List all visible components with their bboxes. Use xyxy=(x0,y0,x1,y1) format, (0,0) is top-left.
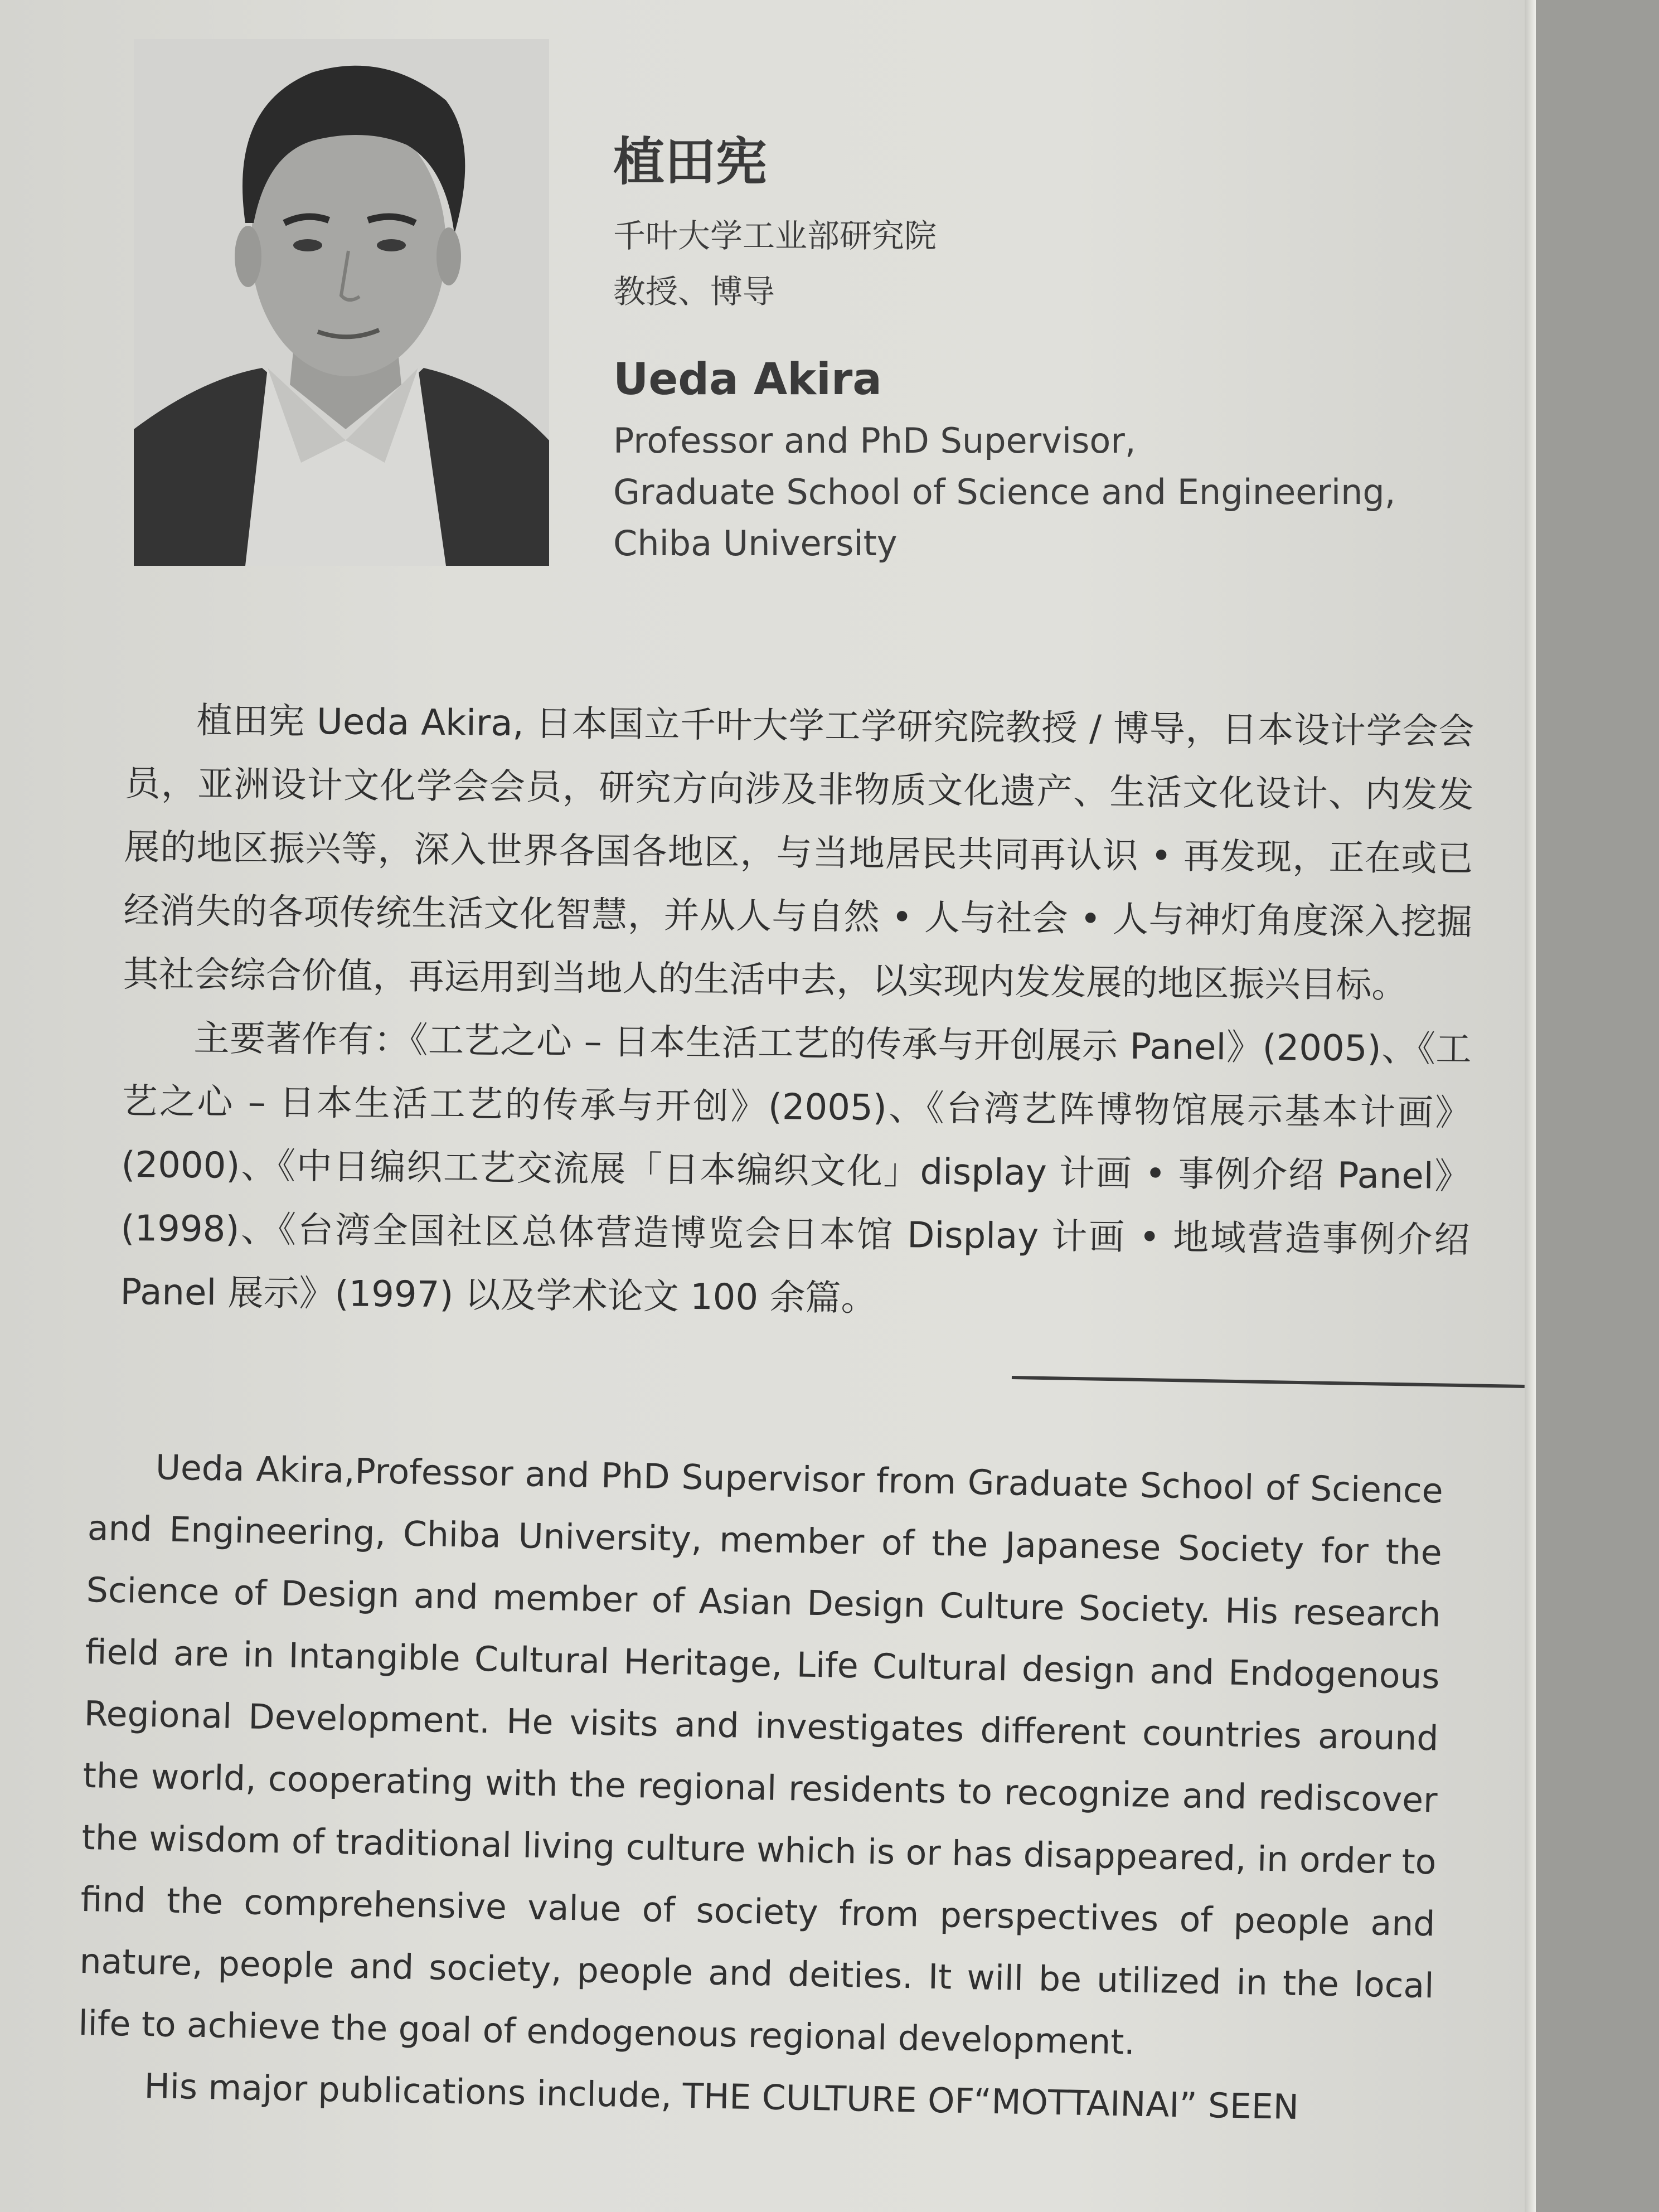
bio-cn-paragraph-2: 主要著作有：《工艺之心 – 日本生活工艺的传承与开创展示 Panel》(2005)、《工艺之心 – 日本生活工艺的传承与开创》(2005)、《台湾艺阵博物馆展示基本计画》(2000)、《中日编织工艺交流展「日本编织文化」display 计画 • 事例介绍 Panel》(1998)、《台湾全国社区总体营造博览会日本馆 Display 计画 • 地域营造事例介绍 Panel 展示》(1997) 以及学术论文 100 余篇。 xyxy=(120,1018,1472,1320)
affiliation-cn: 千叶大学工业部研究院 xyxy=(613,217,937,255)
name-cn: 植田宪 xyxy=(613,132,768,192)
bio-en-paragraph-2: His major publications include, THE CULTURE OF“MOTTAINAI” SEEN xyxy=(143,2066,1299,2127)
profile-header xyxy=(613,134,1505,569)
title-en-line1: Professor and PhD Supervisor, xyxy=(613,420,1136,461)
page-edge xyxy=(1525,0,1536,2212)
title-en-line2: Graduate School of Science and Engineering, xyxy=(613,471,1396,512)
title-cn: 教授、博导 xyxy=(613,273,775,311)
bio-en-paragraph-1: Ueda Akira,Professor and PhD Supervisor from Graduate School of Science and Engineering, Chiba University, member of the Japanese Society for the Science of Design and member of Asian Design Culture Society. His research field are in Intangible Cultural Heritage, Life Cultural design and Endogenous Regional Development. He visits and investigates different countries around the world, cooperating with the regional residents to recognize and rediscover the wisdom of traditional living culture which is or has disappeared, in order to find the comprehensive value of society from perspectives of people and nature, people and society, people and deities. It will be utilized in the local life to achieve the goal of endogenous regional development. xyxy=(78,1447,1444,2063)
bio-cn-paragraph-1: 植田宪 Ueda Akira, 日本国立千叶大学工学研究院教授 / 博导，日本设计学会会员，亚洲设计文化学会会员，研究方向涉及非物质文化遗产、生活文化设计、内发发展的地区振兴等，深入世界各国各地区，与当地居民共同再认识 • 再发现，正在或已经消失的各项传统生活文化智慧，并从人与自然 • 人与社会 • 人与神灯角度深入挖掘其社会综合价值，再运用到当地人的生活中去，以实现内发发展的地区振兴目标。 xyxy=(123,700,1474,1007)
bio-cn xyxy=(120,688,1474,1336)
title-en-line3: Chiba University xyxy=(613,522,898,564)
name-en: Ueda Akira xyxy=(613,355,882,405)
portrait-photo xyxy=(134,39,549,566)
bio-en xyxy=(77,1435,1444,2141)
